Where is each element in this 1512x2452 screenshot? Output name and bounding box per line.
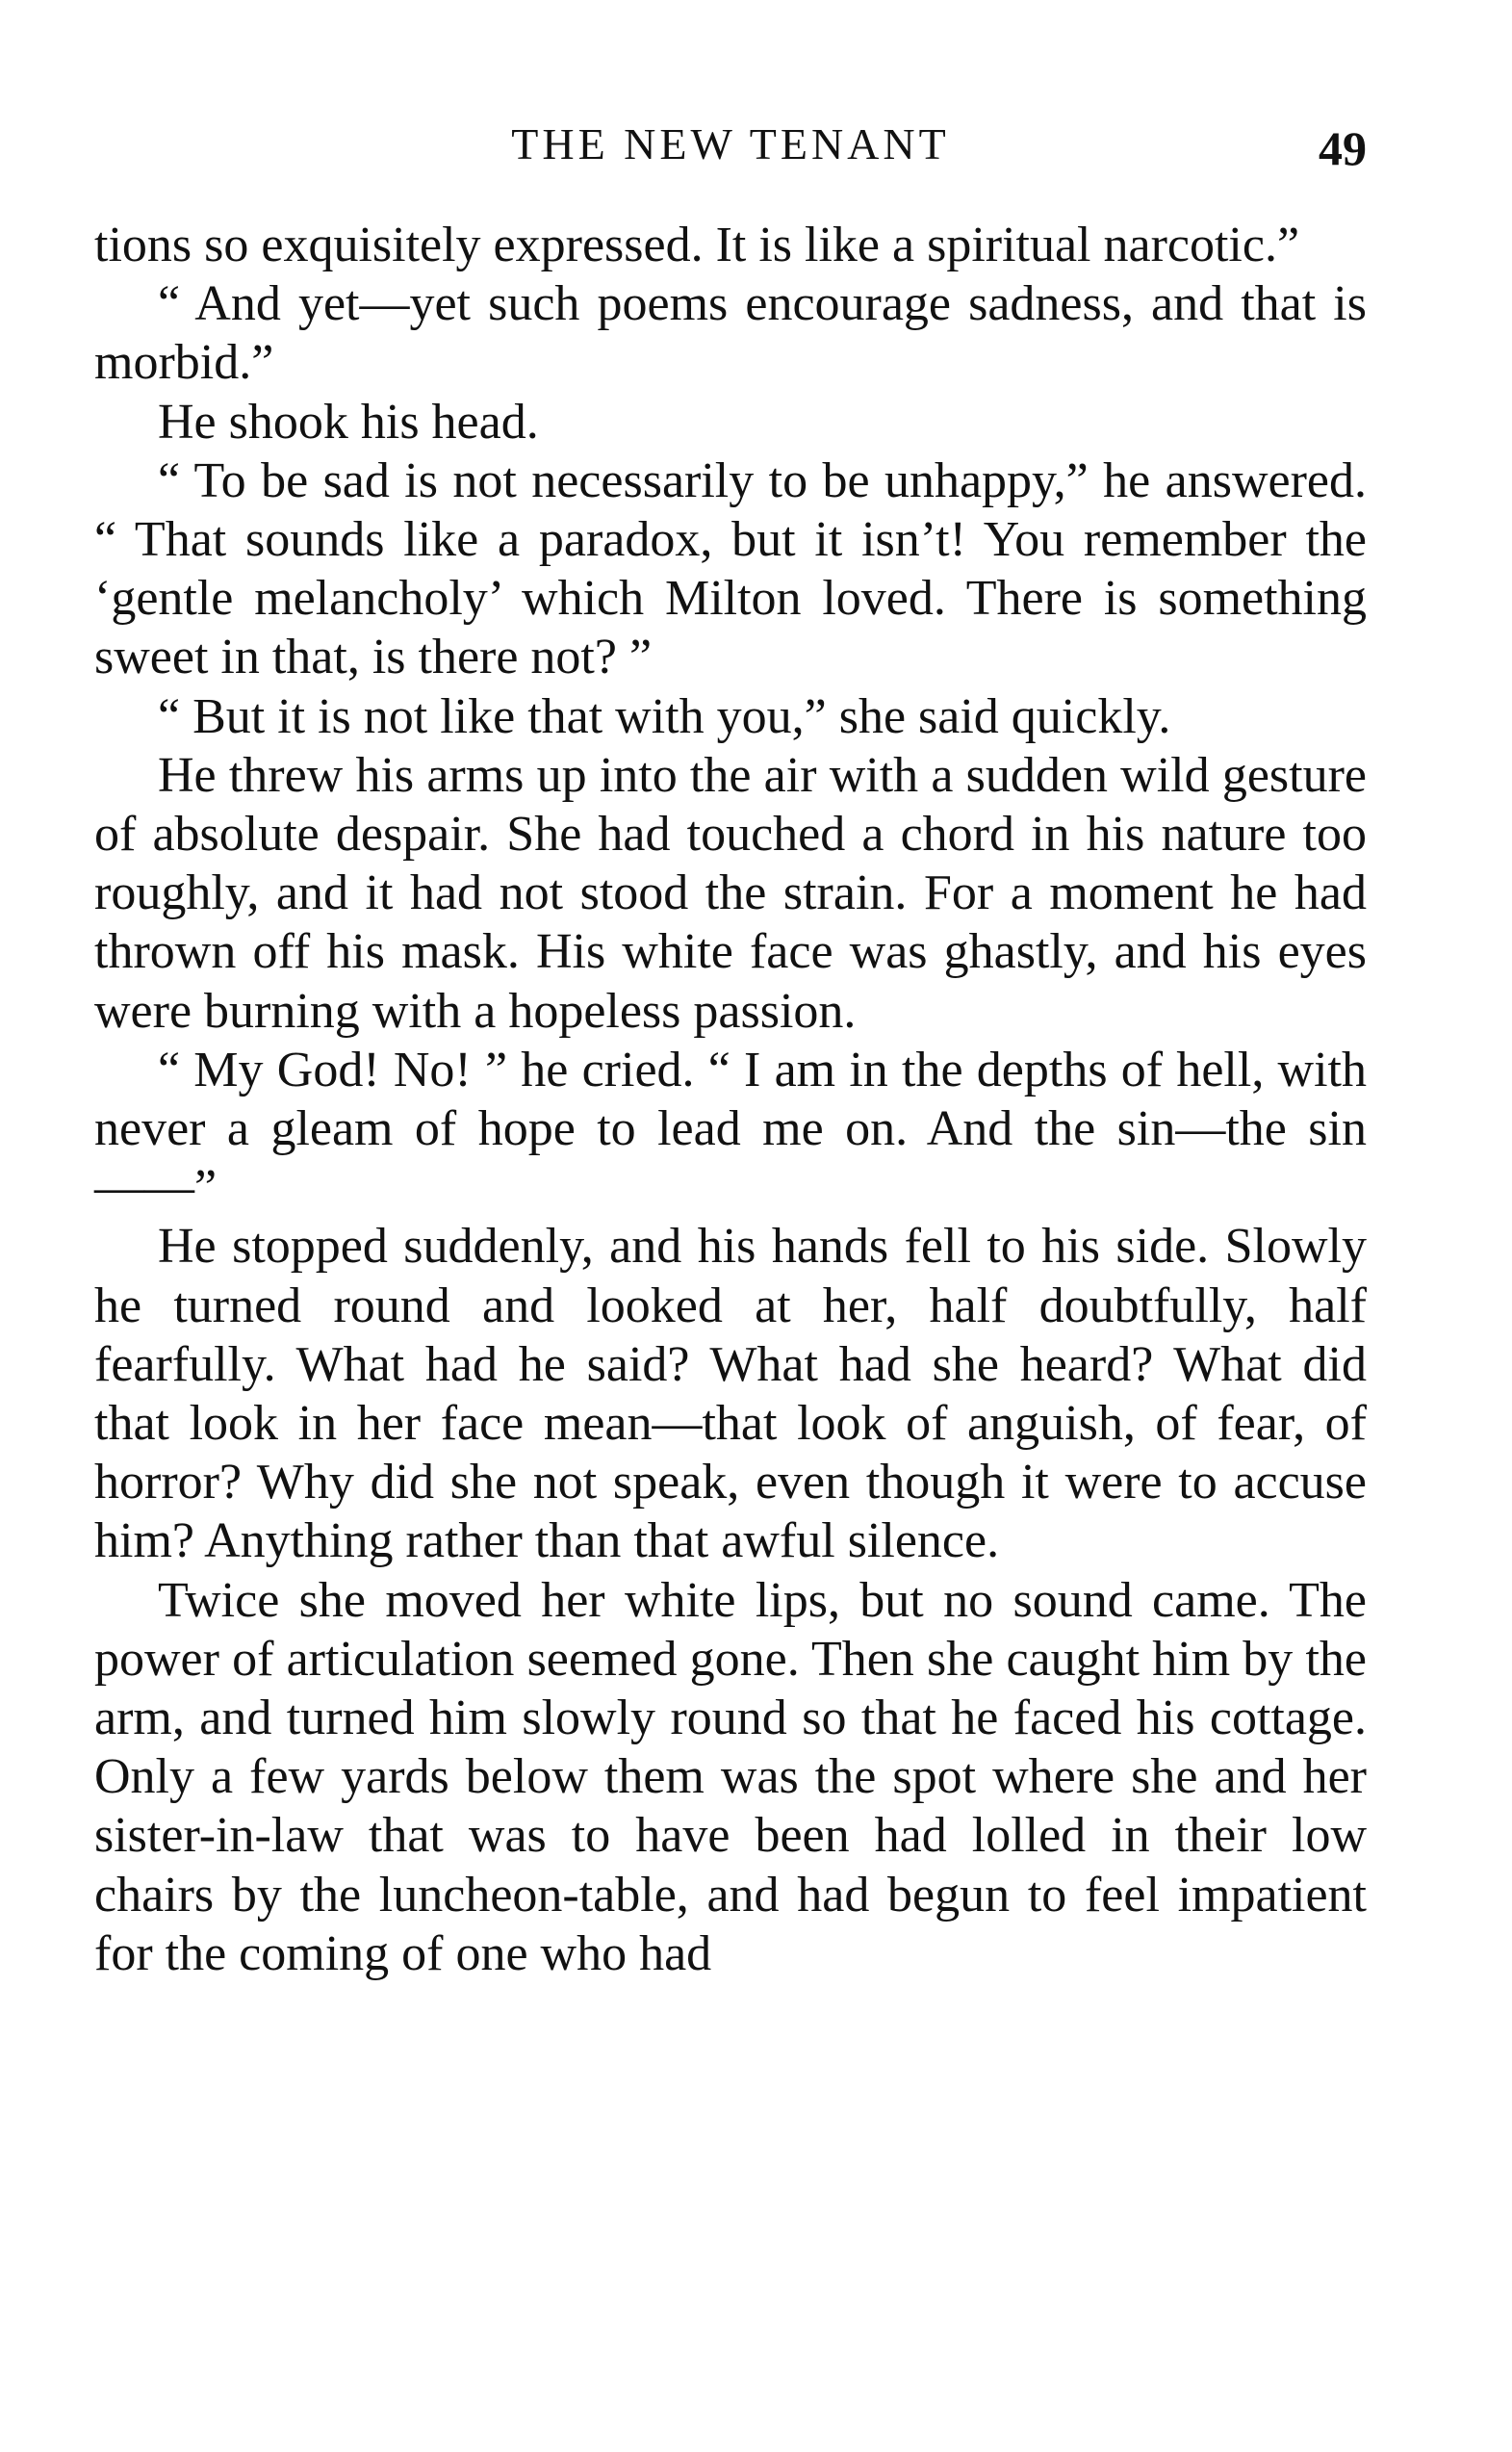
running-title: THE NEW TENANT <box>511 119 950 168</box>
paragraph: “ But it is not like that with you,” she said quickly. <box>158 688 1171 744</box>
paragraph: He threw his arms up into the air with a sudden wild gesture of absolute despair. She had touched a chord in his nature too roughly, and it had not stood the strain. For a moment he had thrown off his mask. His white face was ghastly, and his eyes were burning with a hopeless passion. <box>94 747 1367 1039</box>
paragraph: tions so exquisitely expressed. It is like a spiritual narcotic.” <box>94 218 1300 272</box>
paragraph: “ To be sad is not necessarily to be unhappy,” he answered. “ That sounds like a paradox, but it isn’t! You remember the ‘gentle melancholy’ which Milton loved. There is something sweet in that, is there not? ” <box>94 452 1367 685</box>
paragraph: Twice she moved her white lips, but no sound came. The power of articulation seemed gone. Then she caught him by the arm, and turned him slowly round so that he faced his cottage. Only a few yards below them was the spot where she and her sister-in-law that was to have been had lolled in their low chairs by the luncheon-table, and had begun to feel impatient for the coming of one who had <box>94 1572 1367 1981</box>
paragraph: He stopped suddenly, and his hands fell to his side. Slowly he turned round and looked at her, half doubtfully, half fearfully. What had he said? What had she heard? What did that look in her face mean—that look of anguish, of fear, of horror? Why did she not speak, even though it were to accuse him? Anything rather than that awful silence. <box>94 1219 1367 1569</box>
paragraph: He shook his head. <box>158 394 539 450</box>
paragraph: “ My God! No! ” he cried. “ I am in the depths of hell, with never a gleam of hope to lead me on. And the sin—the sin——” <box>94 1042 1367 1216</box>
body-text <box>94 216 1367 1983</box>
paragraph: “ And yet—yet such poems encourage sadness, and that is morbid.” <box>94 276 1367 391</box>
page-number: 49 <box>1319 121 1367 175</box>
running-head <box>94 116 1367 173</box>
